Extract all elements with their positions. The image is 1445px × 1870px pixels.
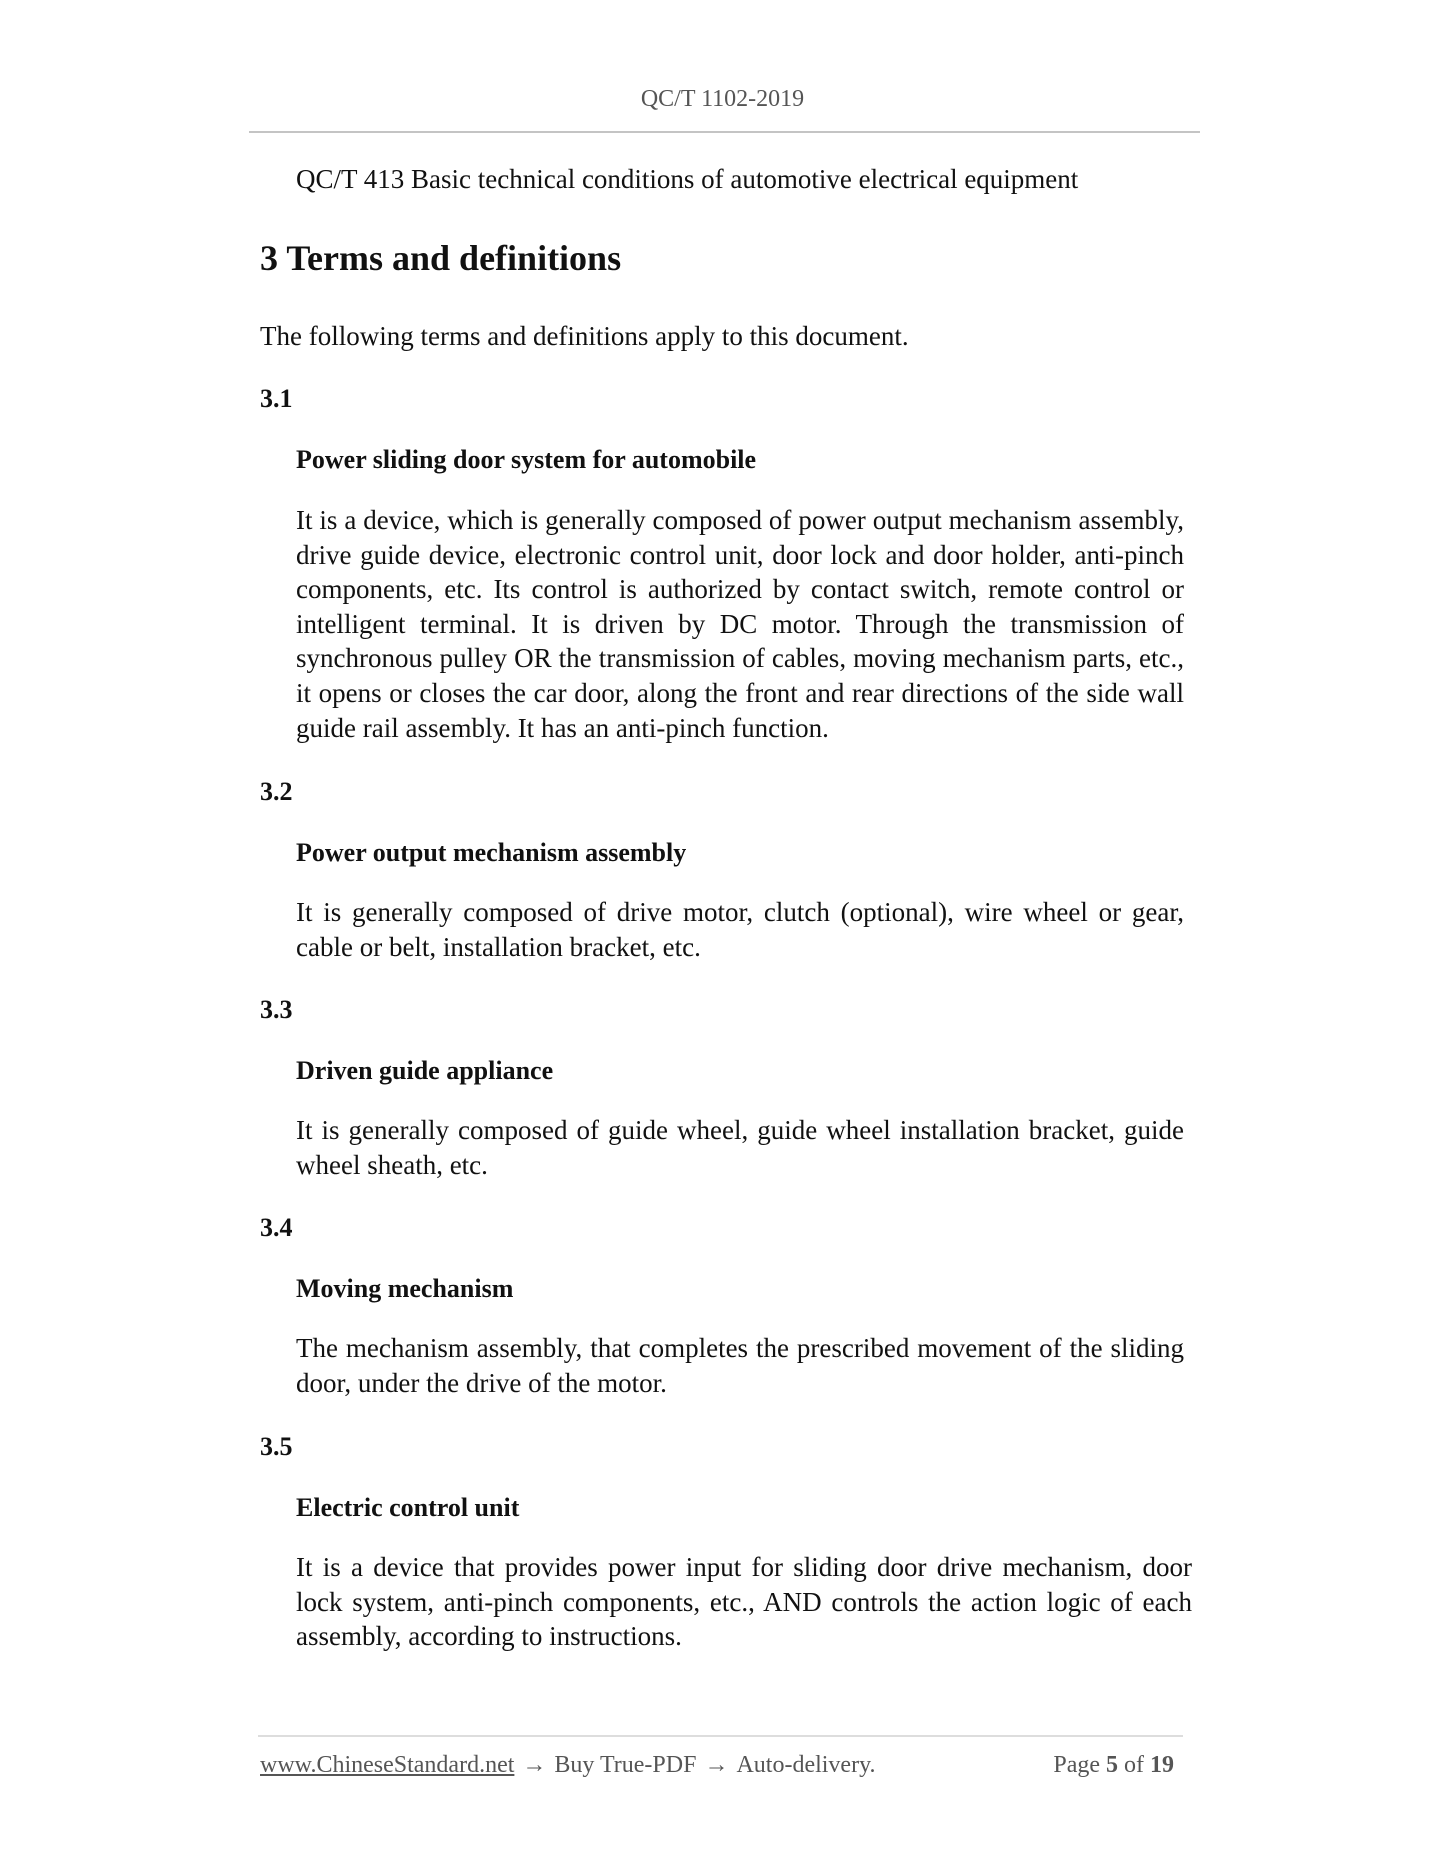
term-title: Electric control unit [296, 1493, 520, 1522]
page-total: 19 [1150, 1752, 1174, 1778]
page-header-title: QC/T 1102-2019 [640, 86, 805, 112]
page-current: 5 [1106, 1752, 1118, 1778]
term-title: Power output mechanism assembly [296, 838, 687, 867]
buy-true-pdf-text: Buy True-PDF [554, 1752, 697, 1778]
term-number: 3.1 [260, 384, 293, 413]
page-label: Page [1053, 1752, 1100, 1778]
term-definition: It is generally composed of drive motor, clutch (optional), wire wheel or gear, cable or belt, installation bracket, etc. [296, 897, 1184, 962]
website-link[interactable]: www.ChineseStandard.net [260, 1752, 515, 1778]
arrow-right-icon: → [704, 1752, 729, 1778]
term-number: 3.4 [260, 1213, 293, 1242]
auto-delivery-text: Auto-delivery. [736, 1752, 876, 1778]
page-of-label: of [1124, 1752, 1144, 1778]
section-intro: The following terms and definitions apply to this document. [260, 321, 909, 351]
term-number: 3.2 [260, 777, 293, 806]
term-number: 3.5 [260, 1432, 293, 1461]
footer-divider [258, 1735, 1183, 1737]
term-definition: It is a device, which is generally composed of power output mechanism assembly, drive guide device, electronic control unit, door lock and door holder, anti-pinch components, etc. Its control is authorized by contact switch, remote control or intelligent terminal. It is driven by DC motor. Through the transmission of synchronous pulley OR the transmission of cables, moving mechanism parts, etc., it opens or closes the car door, along the front and rear directions of the side wall guide rail assembly. It has an anti-pinch function. [296, 505, 1184, 743]
term-title: Power sliding door system for automobile [296, 445, 757, 474]
term-definition: It is a device that provides power input for sliding door drive mechanism, door lock system, anti-pinch components, etc., AND controls the action logic of each assembly, according to instructions. [296, 1552, 1192, 1652]
term-definition: It is generally composed of guide wheel, guide wheel installation bracket, guide wheel sheath, etc. [296, 1115, 1184, 1180]
term-title: Driven guide appliance [296, 1056, 554, 1085]
arrow-right-icon: → [522, 1752, 547, 1778]
normative-reference: QC/T 413 Basic technical conditions of automotive electrical equipment [296, 164, 1079, 194]
page-indicator [1053, 1748, 1180, 1782]
term-number: 3.3 [260, 995, 293, 1024]
section-heading: 3 Terms and definitions [260, 238, 622, 278]
term-title: Moving mechanism [296, 1274, 514, 1303]
page-footer [260, 1748, 1180, 1782]
term-definition: The mechanism assembly, that completes the prescribed movement of the sliding door, under the drive of the motor. [296, 1333, 1184, 1398]
header-divider [249, 131, 1200, 133]
